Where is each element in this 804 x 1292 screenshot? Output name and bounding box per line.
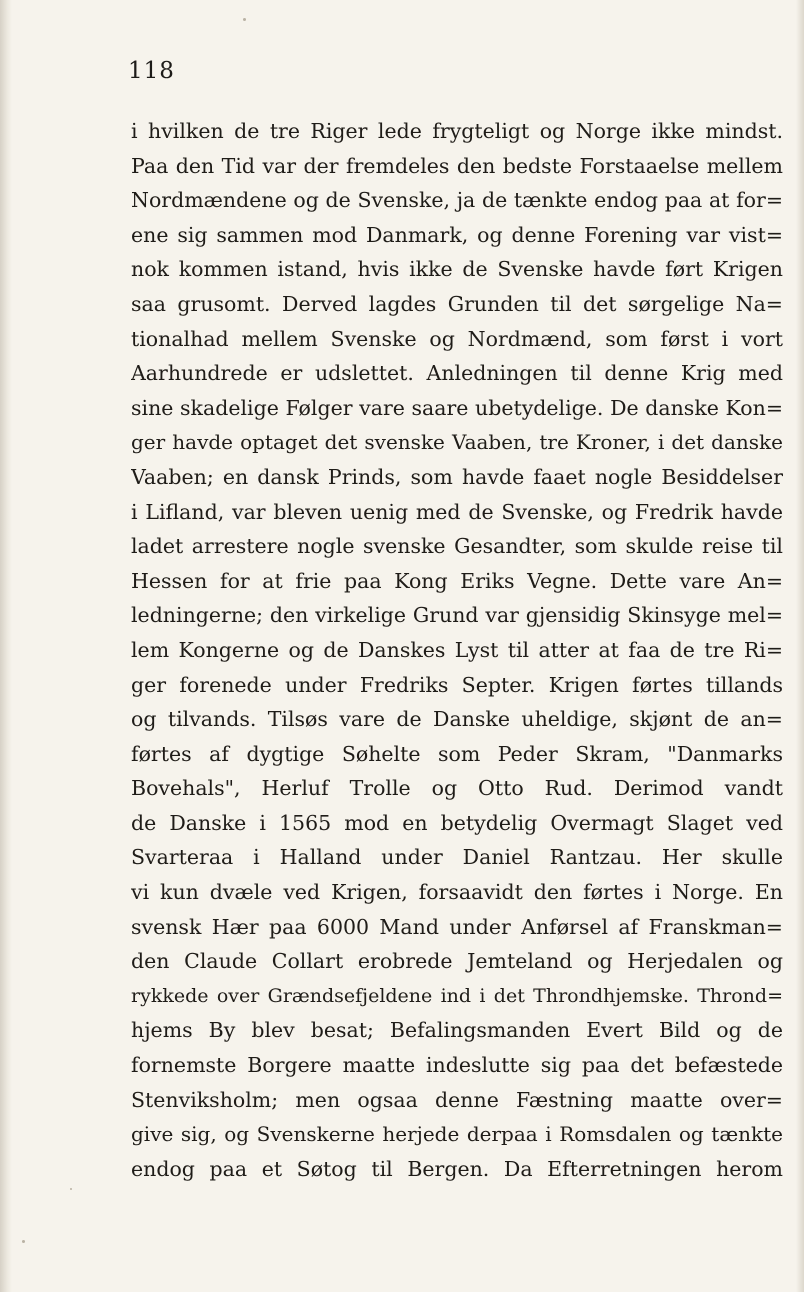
text-line: ger forenede under Fredriks Septer. Krigen førtes tillands: [131, 672, 783, 697]
text-line: Aarhundrede er udslettet. Anledningen til denne Krig med: [131, 361, 783, 386]
text-line: Bovehals", Herluf Trolle og Otto Rud. Derimod vandt: [131, 776, 783, 801]
text-line: de Danske i 1565 mod en betydelig Overmagt Slaget ved: [131, 810, 783, 835]
page-right-edge-shadow: [796, 0, 804, 1292]
text-line: nok kommen istand, hvis ikke de Svenske havde ført Krigen: [131, 257, 783, 282]
text-line: fornemste Borgere maatte indeslutte sig paa det befæstede: [131, 1053, 783, 1078]
text-line: Svarteraa i Halland under Daniel Rantzau. Her skulle: [131, 845, 783, 870]
paper-speck: [70, 1188, 72, 1190]
page-number: 118: [128, 58, 175, 84]
text-line: Nordmændene og de Svenske, ja de tænkte endog paa at for=: [131, 188, 783, 213]
text-line: saa grusomt. Derved lagdes Grunden til det sørgelige Na=: [131, 291, 783, 316]
text-line: i hvilken de tre Riger lede frygteligt og Norge ikke mindst.: [131, 119, 783, 143]
text-line: svensk Hær paa 6000 Mand under Anførsel af Franskman=: [131, 914, 783, 939]
body-text: [131, 114, 783, 1186]
paper-speck: [243, 18, 246, 21]
text-line: den Claude Collart erobrede Jemteland og Herjedalen og: [131, 949, 783, 974]
text-line: ladet arrestere nogle svenske Gesandter, som skulde reise til: [131, 534, 783, 559]
text-line: i Lifland, var bleven uenig med de Svenske, og Fredrik havde: [131, 499, 783, 524]
text-line: Hessen for at frie paa Kong Eriks Vegne. Dette vare An=: [131, 568, 783, 593]
text-line: Paa den Tid var der fremdeles den bedste Forstaaelse mellem: [131, 153, 783, 178]
text-line: og tilvands. Tilsøs vare de Danske uheldige, skjønt de an=: [131, 707, 783, 732]
text-line: førtes af dygtige Søhelte som Peder Skram, "Danmarks: [131, 741, 783, 766]
text-line: ledningerne; den virkelige Grund var gjensidig Skinsyge mel=: [131, 603, 783, 628]
paper-speck: [22, 1240, 25, 1243]
text-line: vi kun dvæle ved Krigen, forsaavidt den førtes i Norge. En: [131, 880, 783, 905]
page-left-edge-shadow: [0, 0, 12, 1292]
text-line: Vaaben; en dansk Prinds, som havde faaet nogle Besiddelser: [131, 464, 783, 489]
text-line: tionalhad mellem Svenske og Nordmænd, som først i vort: [131, 326, 783, 351]
text-line: give sig, og Svenskerne herjede derpaa i Romsdalen og tænkte: [131, 1122, 783, 1147]
text-line: sine skadelige Følger vare saare ubetydelige. De danske Kon=: [131, 395, 783, 420]
text-line: rykkede over Grændsefjeldene ind i det Throndhjemske. Thrond=: [131, 984, 783, 1007]
text-line: hjems By blev besat; Befalingsmanden Evert Bild og de: [131, 1018, 783, 1043]
text-line: ene sig sammen mod Danmark, og denne Forening var vist=: [131, 222, 783, 247]
text-line: ger havde optaget det svenske Vaaben, tre Kroner, i det danske: [131, 430, 783, 455]
text-line: lem Kongerne og de Danskes Lyst til atter at faa de tre Ri=: [131, 637, 783, 662]
text-line: Stenviksholm; men ogsaa denne Fæstning maatte over=: [131, 1087, 783, 1112]
text-line: endog paa et Søtog til Bergen. Da Efterretningen herom: [131, 1156, 783, 1181]
